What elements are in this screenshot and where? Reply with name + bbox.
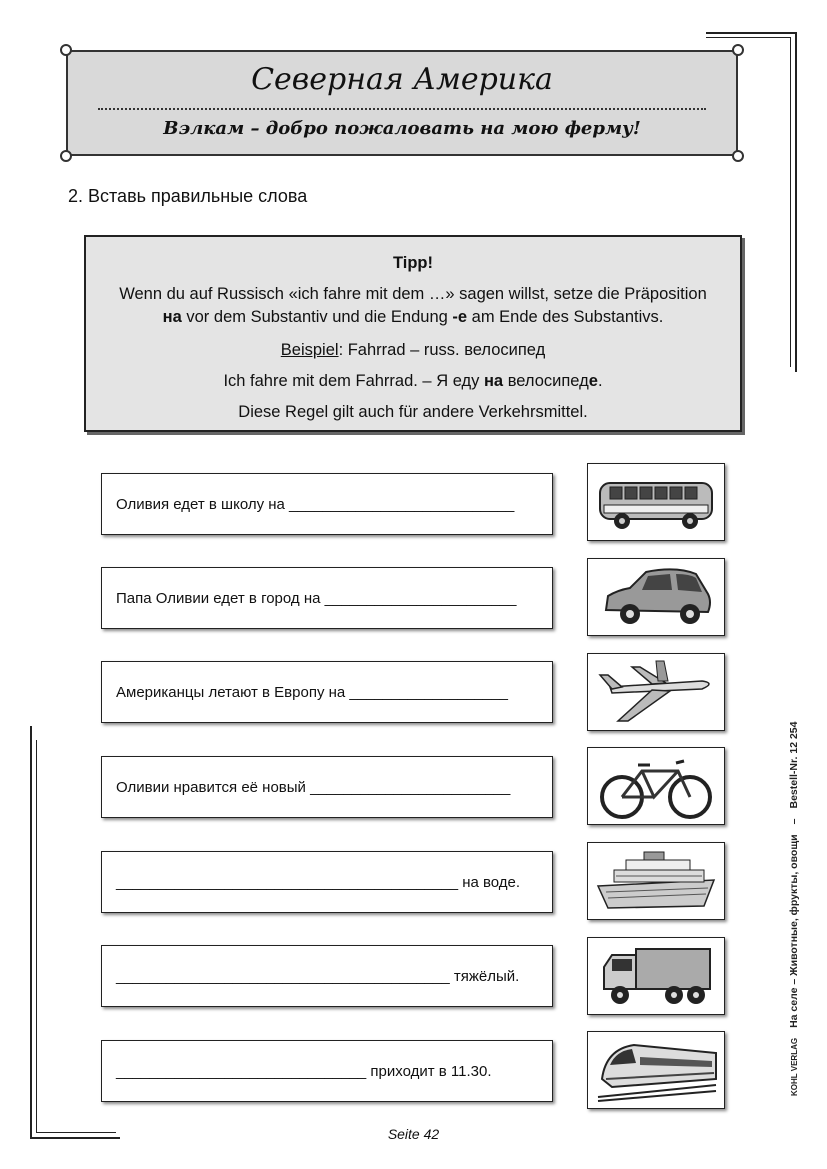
sentence-box-5[interactable]: [101, 851, 553, 913]
task-title: 2. Вставь правильные слова: [68, 186, 308, 206]
tip-line-5: Diese Regel gilt auch für andere Verkehrsmittel.: [238, 403, 588, 421]
image-box-truck: [587, 937, 725, 1015]
sentence-box-2[interactable]: [101, 567, 553, 629]
tip-line-4: Ich fahre mit dem Fahrrad. – Я еду на велосипеде.: [223, 372, 603, 390]
sentence-box-1[interactable]: [101, 473, 553, 535]
sentence-text: Оливии нравится её новый ________________________: [116, 778, 511, 796]
image-box-car: [587, 558, 725, 636]
truck-icon: [592, 941, 720, 1011]
tip-box: [84, 235, 742, 432]
order-number: Bestell-Nr. 12 254: [788, 721, 800, 809]
dotted-divider: [98, 108, 706, 110]
tip-line-1: Wenn du auf Russisch «ich fahre mit dem …» sagen willst, setze die Präposition: [119, 285, 707, 303]
ship-icon: [592, 846, 720, 916]
image-box-airplane: [587, 653, 725, 731]
sentence-text: ______________________________ приходит в 11.30.: [116, 1062, 492, 1080]
sentence-text: Американцы летают в Европу на ___________________: [116, 683, 508, 701]
tip-example: Beispiel: Fahrrad – russ. велосипед: [280, 341, 546, 359]
publisher-logo: KOHL VERLAG: [789, 1037, 799, 1096]
frame-line-right-vertical: [795, 32, 797, 372]
separator: –: [788, 818, 800, 825]
bicycle-icon: [592, 751, 720, 821]
corner-ornament-icon: [732, 44, 744, 56]
frame-line-left-vertical: [30, 726, 32, 1138]
sentence-box-4[interactable]: [101, 756, 553, 818]
sentence-box-3[interactable]: [101, 661, 553, 723]
train-icon: [592, 1035, 720, 1105]
page-title: Северная Америка: [251, 62, 553, 97]
corner-ornament-icon: [732, 150, 744, 162]
corner-ornament-icon: [60, 150, 72, 162]
sentence-box-6[interactable]: [101, 945, 553, 1007]
frame-line-left-vertical-inner: [36, 740, 37, 1132]
frame-line-top-right-inner: [706, 37, 791, 38]
car-icon: [592, 562, 720, 632]
page-subtitle: Вэлкам – добро пожаловать на мою ферму!: [163, 118, 641, 139]
airplane-icon: [592, 657, 720, 727]
sentence-text: Папа Оливии едет в город на _______________________: [116, 589, 517, 607]
image-box-bicycle: [587, 747, 725, 825]
tip-line-2: на vor dem Substantiv und die Endung -е am Ende des Substantivs.: [162, 308, 664, 326]
header-banner: [66, 50, 738, 156]
bus-icon: [592, 467, 720, 537]
sentence-text: ________________________________________ тяжёлый.: [116, 967, 520, 985]
frame-line-right-vertical-inner: [790, 37, 791, 367]
sentence-text: _________________________________________ на воде.: [116, 873, 521, 891]
image-box-bus: [587, 463, 725, 541]
image-box-ship: [587, 842, 725, 920]
page-number: Seite 42: [387, 1126, 440, 1142]
book-title: На селе – Животные, фрукты, овощи: [788, 834, 800, 1028]
side-publisher-text: [783, 721, 805, 1096]
tip-heading: Tipp!: [392, 254, 434, 272]
image-box-train: [587, 1031, 725, 1109]
sentence-box-7[interactable]: [101, 1040, 553, 1102]
sentence-text: Оливия едет в школу на ___________________________: [116, 495, 515, 513]
frame-line-top-right: [706, 32, 796, 34]
corner-ornament-icon: [60, 44, 72, 56]
